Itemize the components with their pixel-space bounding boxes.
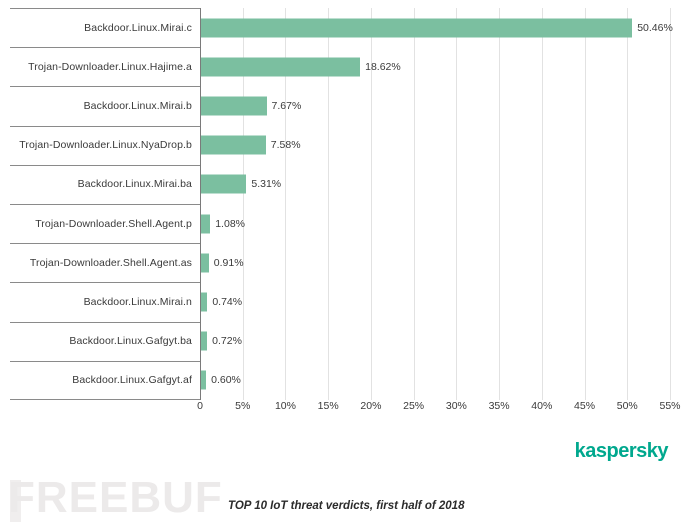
bar-value-label: 0.74% [212, 295, 243, 308]
category-label: Backdoor.Linux.Gafgyt.af [72, 374, 192, 387]
row-separator [10, 322, 200, 323]
chart-row [10, 243, 670, 282]
bar [201, 175, 246, 194]
x-axis-tick-label: 20% [360, 400, 382, 412]
bar [201, 214, 210, 233]
bar [201, 292, 207, 311]
x-axis-tick-label: 50% [616, 400, 638, 412]
row-separator [10, 165, 200, 166]
bar [201, 136, 266, 155]
bar [201, 332, 207, 351]
chart-row [10, 126, 670, 165]
row-separator [10, 361, 200, 362]
chart-row [10, 204, 670, 243]
bar [201, 371, 206, 390]
plot-area [10, 8, 673, 408]
category-label: Backdoor.Linux.Gafgyt.ba [69, 335, 192, 348]
category-label: Trojan-Downloader.Shell.Agent.as [29, 256, 192, 269]
x-axis-tick-label: 25% [403, 400, 425, 412]
row-separator [10, 8, 200, 9]
bar-value-label: 7.58% [270, 139, 301, 152]
row-separator [10, 86, 200, 87]
category-label: Trojan-Downloader.Shell.Agent.p [35, 217, 192, 230]
chart-caption: TOP 10 IoT threat verdicts, first half of 2018 [228, 500, 465, 512]
chart-row [10, 165, 670, 204]
x-axis-tick-label: 30% [445, 400, 467, 412]
bar-rows [10, 8, 673, 400]
x-axis-tick-label: 10% [274, 400, 296, 412]
row-separator [10, 282, 200, 283]
category-label: Backdoor.Linux.Mirai.c [84, 21, 192, 34]
x-axis-tick-label: 55% [659, 400, 681, 412]
category-label: Trojan-Downloader.Linux.Hajime.a [28, 60, 192, 73]
row-separator [10, 47, 200, 48]
x-axis-tick-label: 15% [317, 400, 339, 412]
bar-value-label: 7.67% [271, 99, 302, 112]
bar [201, 253, 209, 272]
row-separator [10, 204, 200, 205]
x-axis-tick-label: 40% [531, 400, 553, 412]
bar-value-label: 1.08% [215, 217, 245, 230]
bar-value-label: 5.31% [251, 178, 282, 191]
kaspersky-logo: kaspersky [574, 440, 668, 462]
bar-value-label: 0.60% [211, 374, 241, 387]
row-separator [10, 126, 200, 127]
chart-row [10, 47, 670, 86]
category-label: Backdoor.Linux.Mirai.b [83, 99, 192, 112]
bar-value-label: 50.46% [637, 21, 673, 34]
chart-row [10, 282, 670, 321]
bar-value-label: 18.62% [365, 60, 401, 73]
x-axis-tick-label: 45% [574, 400, 596, 412]
category-label: Trojan-Downloader.Linux.NyaDrop.b [19, 139, 192, 152]
freebuf-watermark: FREEBUF [8, 473, 223, 522]
chart-row [10, 322, 670, 361]
chart-row [10, 361, 670, 400]
bar [201, 57, 360, 76]
chart-row [10, 86, 670, 125]
category-label: Backdoor.Linux.Mirai.n [83, 295, 192, 308]
x-axis-tick-label: 0 [197, 400, 203, 412]
gridline [670, 8, 671, 400]
x-axis-tick-label: 5% [235, 400, 251, 412]
chart-row [10, 8, 673, 47]
x-axis-tick-label: 35% [488, 400, 510, 412]
bar-value-label: 0.91% [213, 256, 244, 269]
bar [201, 96, 267, 115]
category-label: Backdoor.Linux.Mirai.ba [77, 178, 192, 191]
bar [201, 18, 632, 37]
row-separator [10, 243, 200, 244]
x-axis [10, 400, 681, 422]
bar-value-label: 0.72% [212, 335, 242, 348]
